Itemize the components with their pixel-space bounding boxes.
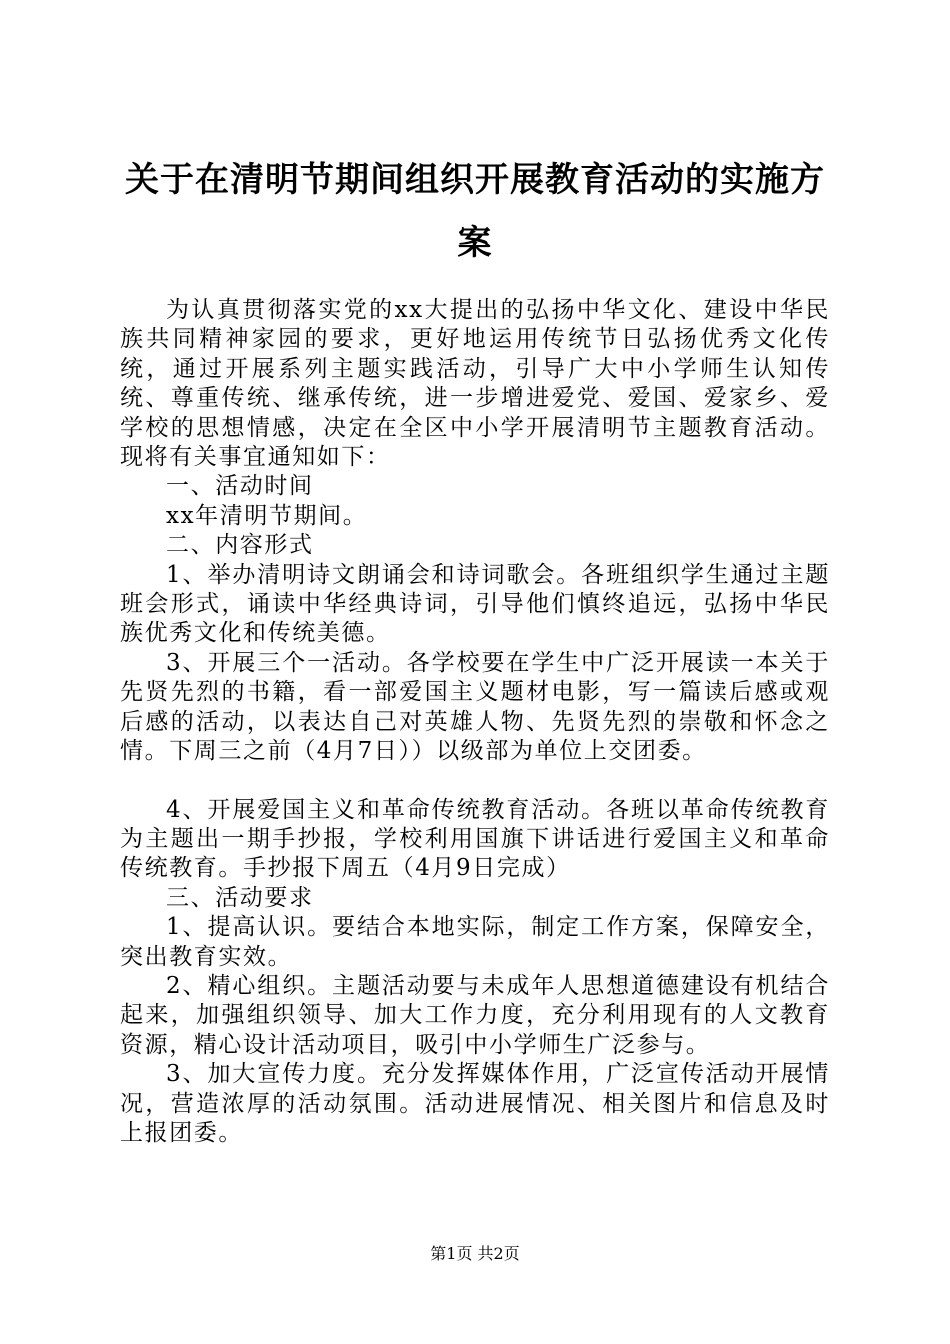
requirement-item-2: 2、精心组织。主题活动要与未成年人思想道德建设有机结合起来，加强组织领导、加大工作力度，充分利用现有的人文教育资源，精心设计活动项目，吸引中小学师生广泛参与。 [120, 972, 830, 1058]
intro-paragraph: 为认真贯彻落实党的xx大提出的弘扬中华文化、建设中华民族共同精神家园的要求，更好地运用传统节日弘扬优秀文化传统，通过开展系列主题实践活动，引导广大中小学师生认知传统、尊重传统、继承传统，进一步增进爱党、爱国、爱家乡、爱学校的思想情感，决定在全区中小学开展清明节主题教育活动。现将有关事宜通知如下： [120, 297, 830, 471]
section-heading-content: 二、内容形式 [166, 532, 314, 559]
content-item-1: 1、举办清明诗文朗诵会和诗词歌会。各班组织学生通过主题班会形式，诵读中华经典诗词，引导他们慎终追远，弘扬中华民族优秀文化和传统美德。 [120, 561, 830, 647]
time-paragraph: xx年清明节期间。 [166, 502, 368, 529]
document-title-line-1: 关于在清明节期间组织开展教育活动的实施方 [125, 160, 825, 200]
section-heading-time: 一、活动时间 [166, 473, 314, 500]
page-number-footer: 第1页 共2页 [430, 1244, 520, 1263]
section-heading-requirements: 三、活动要求 [166, 884, 314, 911]
content-item-3: 3、开展三个一活动。各学校要在学生中广泛开展读一本关于先贤先烈的书籍，看一部爱国主义题材电影，写一篇读后感或观后感的活动，以表达自己对英雄人物、先贤先烈的崇敬和怀念之情。下周三之前（4月7日））以级部为单位上交团委。 [120, 649, 830, 765]
document-body [120, 296, 830, 1148]
content-item-4: 4、开展爱国主义和革命传统教育活动。各班以革命传统教育为主题出一期手抄报，学校利用国旗下讲话进行爱国主义和革命传统教育。手抄报下周五（4月9日完成） [120, 796, 830, 882]
document-title-line-2: 案 [457, 223, 493, 263]
requirement-item-1: 1、提高认识。要结合本地实际，制定工作方案，保障安全，突出教育实效。 [120, 914, 830, 970]
requirement-item-3: 3、加大宣传力度。充分发挥媒体作用，广泛宣传活动开展情况，营造浓厚的活动氛围。活动进展情况、相关图片和信息及时上报团委。 [120, 1061, 830, 1146]
